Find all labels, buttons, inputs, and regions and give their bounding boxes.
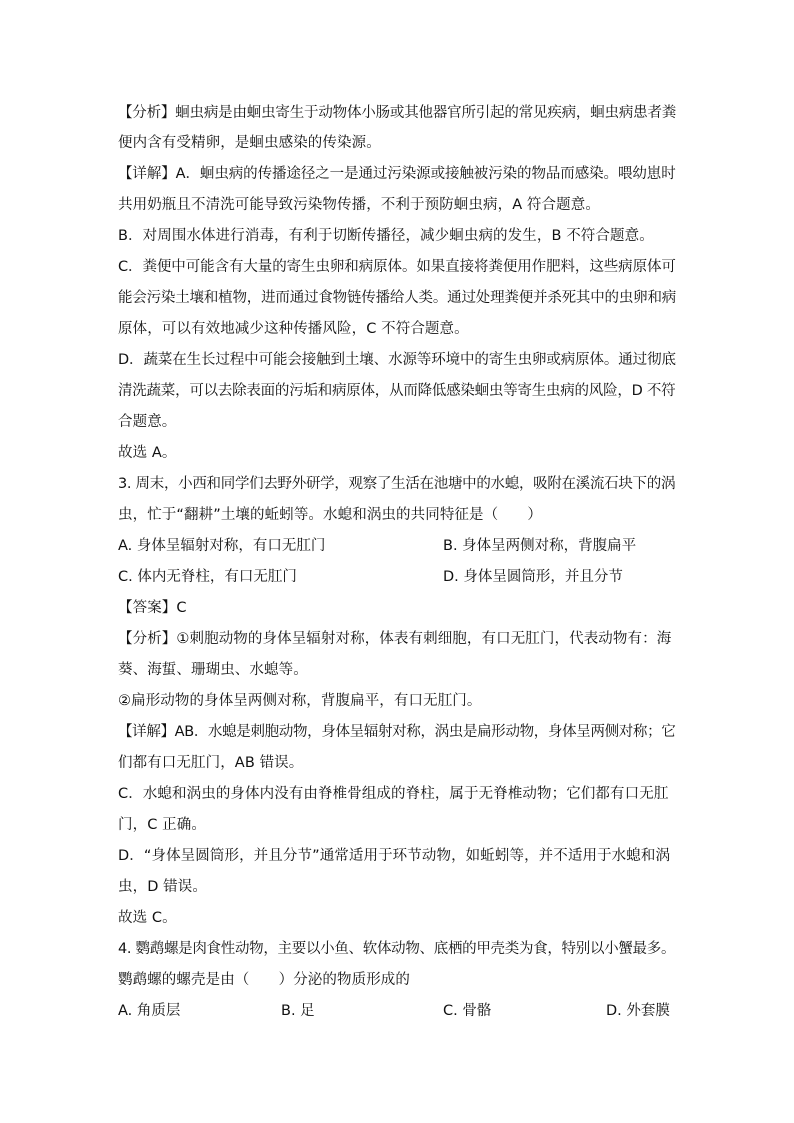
q3-detail-line-1: 【详解】AB．水螅是刺胞动物，身体呈辐射对称，涡虫是扁形动物，身体呈两侧对称；它	[118, 724, 676, 740]
q3-option-c-line-1: C．水螅和涡虫的身体内没有由脊椎骨组成的脊柱，属于无脊椎动物；它们都有口无肛	[118, 786, 669, 802]
q2-analysis-line-2: 便内含有受精卵，是蛔虫感染的传染源。	[118, 135, 381, 151]
q3-option-d-line-2: 虫，D 错误。	[118, 879, 207, 895]
q4-option-d: D. 外套膜	[606, 1003, 670, 1019]
q2-option-d-line-3: 合题意。	[118, 414, 177, 430]
q2-option-b-explanation: B．对周围水体进行消毒，有利于切断传播径，减少蛔虫病的发生，B 不符合题意。	[118, 228, 654, 244]
q3-analysis-line-1: 【分析】①刺胞动物的身体呈辐射对称，体表有刺细胞，有口无肛门，代表动物有：海	[118, 631, 672, 647]
q2-choice: 故选 A。	[118, 445, 177, 461]
q3-detail-line-2: 们都有口无肛门，AB 错误。	[118, 755, 304, 771]
q2-option-d-line-1: D．蔬菜在生长过程中可能会接触到土壤、水源等环境中的寄生虫卵或病原体。通过彻底	[118, 352, 676, 368]
q3-analysis-line-2: 葵、海蜇、珊瑚虫、水螅等。	[118, 662, 308, 678]
q3-option-a: A. 身体呈辐射对称，有口无肛门	[118, 538, 326, 554]
q3-option-d-line-1: D．“身体呈圆筒形，并且分节”通常适用于环节动物，如蚯蚓等，并不适用于水螅和涡	[118, 848, 671, 864]
q3-stem-line-2: 虫，忙于“翻耕”土壤的蚯蚓等。水螅和涡虫的共同特征是（ ）	[118, 507, 543, 523]
q2-detail-line-2: 共用奶瓶且不清洗可能导致污染物传播，不利于预防蛔虫病，A 符合题意。	[118, 197, 600, 213]
q2-option-d-line-2: 清洗蔬菜，可以去除表面的污垢和病原体，从而降低感染蛔虫等寄生虫病的风险，D 不符	[118, 383, 676, 399]
q3-answer: 【答案】C	[118, 600, 187, 616]
q4-option-c: C. 骨骼	[443, 1003, 492, 1019]
q3-option-c-line-2: 门，C 正确。	[118, 817, 206, 833]
q3-option-d: D. 身体呈圆筒形，并且分节	[443, 569, 623, 585]
q4-option-a: A. 角质层	[118, 1003, 181, 1019]
q3-stem-line-1: 3. 周末，小西和同学们去野外研学，观察了生活在池塘中的水螅，吸附在溪流石块下的涡	[118, 476, 676, 492]
q3-choice: 故选 C。	[118, 910, 177, 926]
q3-option-b: B. 身体呈两侧对称，背腹扁平	[443, 538, 637, 554]
q2-analysis-line-1: 【分析】蛔虫病是由蛔虫寄生于动物体小肠或其他器官所引起的常见疾病，蛔虫病患者粪	[118, 105, 677, 121]
q2-option-c-line-1: C．粪便中可能含有大量的寄生虫卵和病原体。如果直接将粪便用作肥料，这些病原体可	[118, 259, 676, 275]
q4-stem-line-1: 4. 鹦鹉螺是肉食性动物，主要以小鱼、软体动物、底栖的甲壳类为食，特别以小蟹最多。	[118, 941, 676, 957]
q4-stem-line-2: 鹦鹉螺的螺壳是由（ ）分泌的物质形成的	[118, 972, 410, 988]
q4-option-b: B. 足	[281, 1003, 315, 1019]
q3-analysis-line-3: ②扁形动物的身体呈两侧对称，背腹扁平，有口无肛门。	[118, 693, 482, 709]
q3-option-c: C. 体内无脊柱，有口无肛门	[118, 569, 297, 585]
q2-detail-line-1: 【详解】A．蛔虫病的传播途径之一是通过污染源或接触被污染的物品而感染。喂幼崽时	[118, 166, 676, 182]
q2-option-c-line-2: 能会污染土壤和植物，进而通过食物链传播给人类。通过处理粪便并杀死其中的虫卵和病	[118, 290, 677, 306]
q2-option-c-line-3: 原体，可以有效地减少这种传播风险，C 不符合题意。	[118, 321, 469, 337]
